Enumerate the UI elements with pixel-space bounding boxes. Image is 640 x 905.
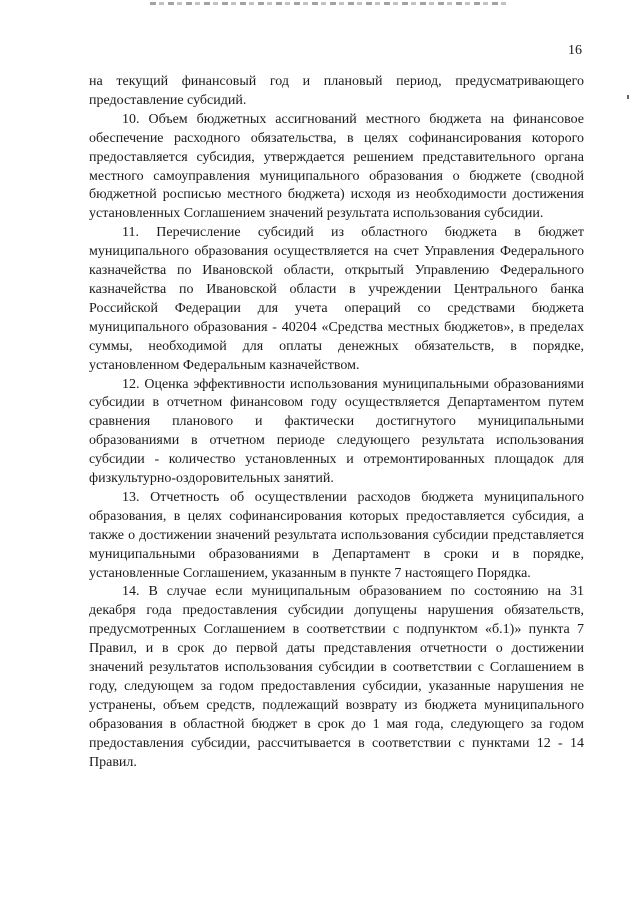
document-body <box>89 73 584 773</box>
scan-artifact-side <box>627 95 629 99</box>
paragraph-13: 13. Отчетность об осуществлении расходов бюджета муниципального образования, в целях софинансирования которых предоставляется субсидия, а также о достижении значений результата использования субсидии представляется муниципальными образованиями в Департамент в сроки и в порядке, установленные Соглашением, указанным в пункте 7 настоящего Порядка. <box>89 489 584 581</box>
paragraph-14: 14. В случае если муниципальным образованием по состоянию на 31 декабря года предоставления субсидии допущены нарушения обязательств, предусмотренных Соглашением в соответствии с подпунктом «б.1)» пункта 7 Правил, и в срок до первой даты представления отчетности о достижении значений результатов использования субсидии в соответствии с Соглашением в году, следующем за годом предоставления субсидии, указанные нарушения не устранены, объем средств, подлежащий возврату из бюджета муниципального образования в областной бюджет в срок до 1 мая года, следующего за годом предоставления субсидии, рассчитывается в соответствии с пунктами 12 - 14 Правил. <box>89 584 584 770</box>
paragraph-11: 11. Перечисление субсидий из областного бюджета в бюджет муниципального образования осуществляется на счет Управления Федерального казначейства по Ивановской области, открытый Управлению Федерального казначейства по Ивановской области в учреждении Центрального банка Российской Федерации для учета операций со средствами бюджета муниципального образования - 40204 «Средства местных бюджетов», в пределах суммы, необходимой для оплаты денежных обязательств, в порядке, установленном Федеральным казначейством. <box>89 225 584 373</box>
page-number: 16 <box>568 43 582 58</box>
paragraph-12: 12. Оценка эффективности использования муниципальными образованиями субсидии в отчетном финансовом году осуществляется Департаментом путем сравнения планового и фактически достигнутого муниципальными образованиями в отчетном периоде следующего результата использования субсидии - количество установленных и отремонтированных площадок для физкультурно-оздоровительных занятий. <box>89 376 584 487</box>
scan-artifact-top <box>150 2 510 5</box>
paragraph-10: 10. Объем бюджетных ассигнований местного бюджета на финансовое обеспечение расходного обязательства, в целях софинансирования которого предоставляется субсидия, утверждается решением представительного органа местного самоуправления муниципального образования о бюджете (сводной бюджетной росписью местного бюджета) исходя из необходимости достижения установленных Соглашением значений результата использования субсидии. <box>89 111 584 222</box>
paragraph-continuation: на текущий финансовый год и плановый период, предусматривающего предоставление субсидий. <box>89 74 584 108</box>
